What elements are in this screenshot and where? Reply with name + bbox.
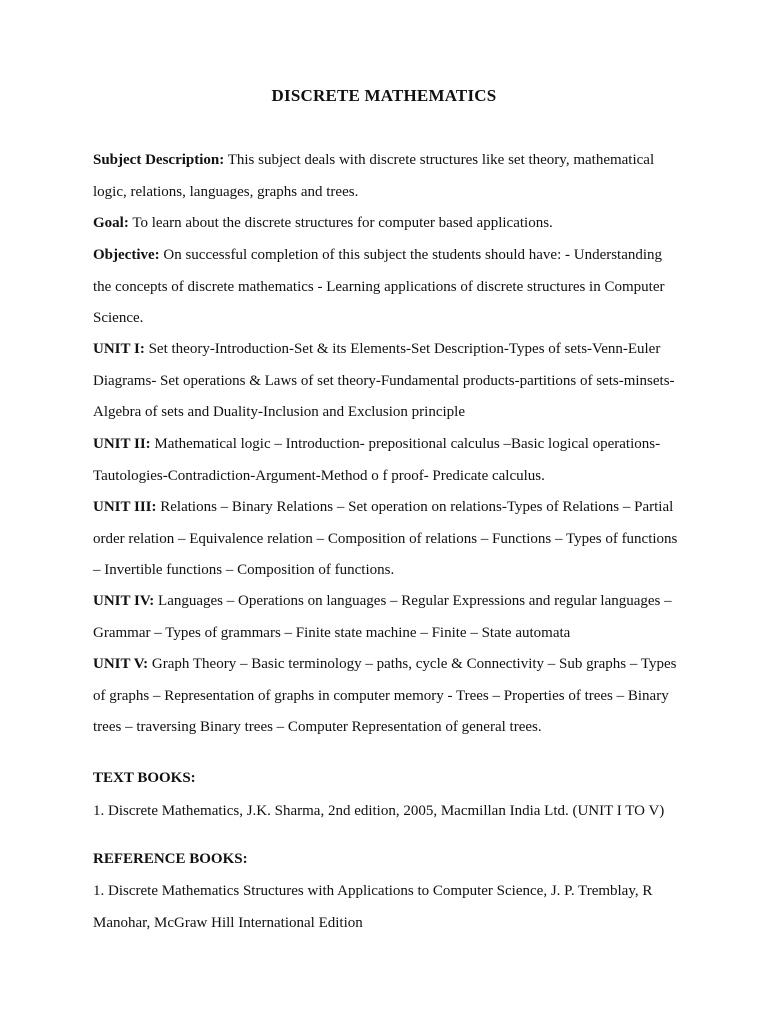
reference-book-item: 1. Discrete Mathematics Structures with Applications to Computer Science, J. P. Tremblay, R Manohar, McGraw Hill International Edition	[93, 883, 653, 931]
unit-2-label: UNIT II:	[93, 436, 151, 452]
unit-3-label: UNIT III:	[93, 499, 157, 515]
unit-1-label: UNIT I:	[93, 341, 145, 357]
subject-description	[93, 145, 683, 208]
unit-1	[93, 334, 683, 429]
text-book-item: 1. Discrete Mathematics, J.K. Sharma, 2nd edition, 2005, Macmillan India Ltd. (UNIT I TO V)	[93, 803, 665, 819]
unit-4-label: UNIT IV:	[93, 593, 155, 609]
unit-4	[93, 586, 683, 649]
text-books-heading: TEXT BOOKS:	[93, 770, 196, 786]
unit-1-text: Set theory-Introduction-Set & its Elements-Set Description-Types of sets-Venn-Euler Diagrams- Set operations & Laws of set theory-Fundamental products-partitions of sets-minsets- Algebra of sets and Duality-Inclusion and Exclusion principle	[93, 341, 675, 420]
subject-description-text: This subject deals with discrete structures like set theory, mathematical logic, relations, languages, graphs and trees.	[93, 152, 655, 200]
subject-description-label: Subject Description:	[93, 152, 225, 168]
goal-label: Goal:	[93, 215, 129, 231]
goal-text: To learn about the discrete structures for computer based applications.	[128, 215, 553, 231]
unit-5-text: Graph Theory – Basic terminology – paths, cycle & Connectivity – Sub graphs – Types of graphs – Representation of graphs in computer memory - Trees – Properties of trees – Binary trees – traversing Binary trees – Computer Representation of general trees.	[93, 656, 677, 735]
objective-label: Objective:	[93, 247, 160, 263]
unit-3	[93, 492, 683, 587]
objective	[93, 240, 683, 335]
objective-text: On successful completion of this subject the students should have: - Understanding the concepts of discrete mathematics - Learning applications of discrete structures in Computer Science.	[93, 247, 665, 326]
unit-3-text: Relations – Binary Relations – Set operation on relations-Types of Relations – Partial order relation – Equivalence relation – Composition of relations – Functions – Types of functions – Invertible functions – Composition of functions.	[93, 499, 678, 578]
unit-4-text: Languages – Operations on languages – Regular Expressions and regular languages – Grammar – Types of grammars – Finite state machine – Finite – State automata	[93, 593, 672, 641]
unit-5-label: UNIT V:	[93, 656, 149, 672]
document-title: DISCRETE MATHEMATICS	[271, 86, 497, 105]
unit-2	[93, 429, 683, 492]
unit-5	[93, 649, 683, 744]
reference-books-heading: REFERENCE BOOKS:	[93, 851, 248, 867]
unit-2-text: Mathematical logic – Introduction- prepositional calculus –Basic logical operations- Tautologies-Contradiction-Argument-Method o f proof- Predicate calculus.	[93, 436, 661, 484]
goal	[93, 208, 683, 240]
